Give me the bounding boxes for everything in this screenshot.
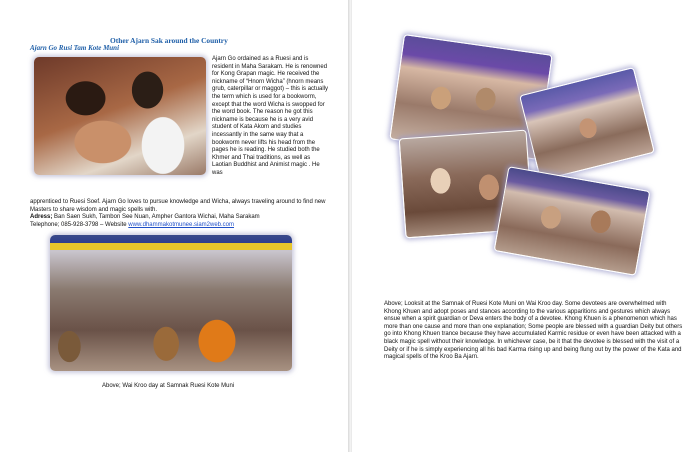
wai-kroo-photo [50, 235, 292, 371]
address-line [30, 214, 260, 220]
phone-line [30, 222, 234, 228]
website-link[interactable]: www.dhammakotmunee.siam2web.com [128, 222, 235, 228]
address-label: Adress; [30, 214, 53, 220]
samnak-description: Above; Looksit at the Samnak of Ruesi Kote Muni on Wai Kroo day. Some devotees are overwhelmed with Khong Khuen and adopt poses and stances according to the various apparitions and gestures which always ensue when a spirit guardian or Deva enters the body of a devotee. Khong Khuen is a phenomenon which has more than one cause and more than one explanation; Some people are blessed with a guardian Deity but others go into Khong Khuen trance because they have accumulated Karmic residue or even have been attacked with a black magic spell without their knowledge. In whichever case, be it that the devotee is blessed with the visit of a Deity or if he is simply experiencing all his bad Karma rising up and being flung out by the power of the Kata and magical spells of the Kroo Ba Ajarn. [384, 301, 683, 361]
phone-text: Telephone; 085-928-3798 – Website [30, 222, 129, 228]
bio-text-continued: apprenticed to Ruesi Soef. Ajarn Go loves to pursue knowledge and Wicha, always traveling around to find new Masters to share wisdom and magic spells with. [30, 199, 326, 213]
page-subtitle: Ajarn Go Rusi Tam Kote Muni [30, 44, 120, 52]
wai-kroo-caption: Above; Wai Kroo day at Samnak Ruesi Kote Muni [102, 383, 235, 389]
ajarn-go-photo [34, 57, 206, 175]
bio-text-side: Ajarn Go ordained as a Ruesi and is resident in Maha Sarakam. He is renowned for Kong Grapan magic. He received the nickname of “Hnorn Wicha” (hnorn means grub, caterpillar or maggot) – this is actually the term which is used for a bookworm, except that the word Wicha is swopped for the word book. The reason he got this nickname is because he is a very avid student of Kata Akom and studies incessantly in the same way that a bookworm never lifts his head from the pages he is reading. He studied both the Khmer and Thai traditions, as well as Laotian Buddhist and Animist magic . He was [212, 56, 329, 176]
page-title: Other Ajarn Sak around the Country [110, 36, 228, 45]
address-value: Ban Saen Sukh, Tambon See Nuan, Ampher Gantora Wichai, Maha Sarakam [52, 214, 260, 220]
